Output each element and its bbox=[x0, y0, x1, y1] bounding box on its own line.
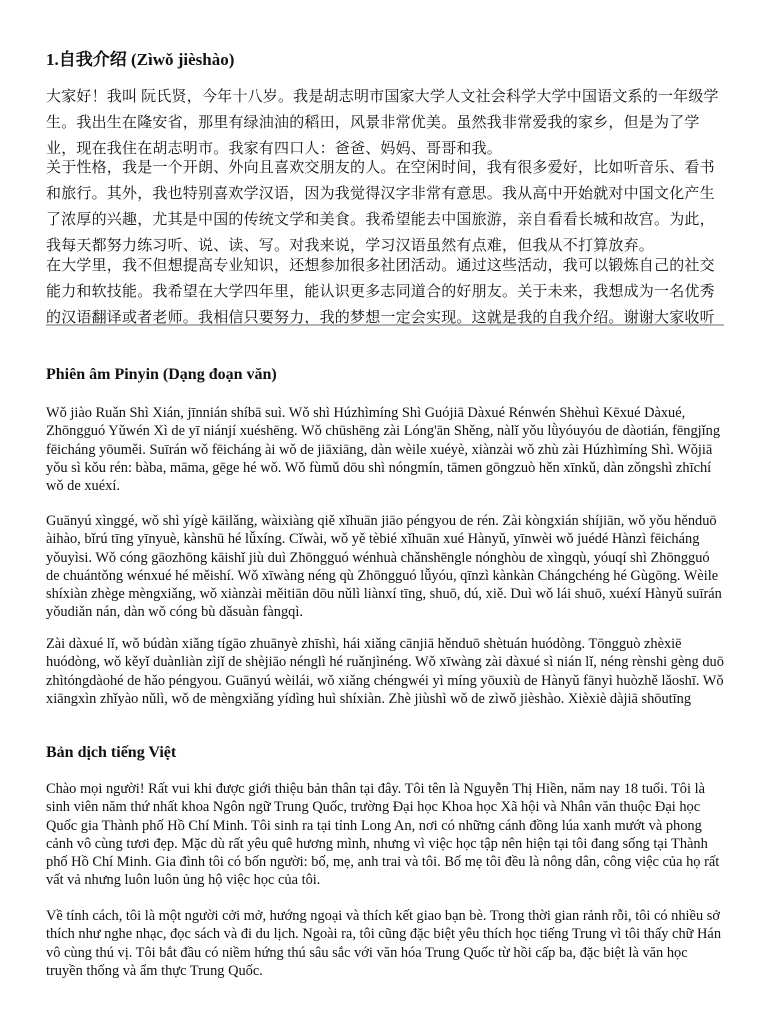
vietnamese-paragraph: Về tính cách, tôi là một người cởi mở, hướng ngoại và thích kết giao bạn bè. Trong thời gian rảnh rỗi, tôi có nhiều sở thích như nghe nhạc, đọc sách và đi du lịch. Ngoài ra, tôi cũng đặc biệt yêu thích học tiếng Trung vì tôi thấy chữ Hán vô cùng thú vị. Tôi bắt đầu có niềm hứng thú sâu sắc với văn hóa Trung Quốc từ hồi cấp ba, đặc biệt là văn học truyền thống và ẩm thực Trung Quốc. bbox=[46, 908, 722, 979]
chinese-paragraph: 在大学里，我不但想提高专业知识，还想参加很多社团活动。通过这些活动，我可以锻炼自己的社交能力和软技能。我希望在大学四年里，能认识更多志同道合的好朋友。关于未来，我想成为一名优秀的汉语翻译或者老师。我相信只要努力，我的梦想一定会实现。这就是我的自我介绍。谢谢大家收听 bbox=[46, 258, 715, 326]
heading-cjk-title: 自我介绍 bbox=[58, 50, 127, 69]
heading-number: 1. bbox=[46, 50, 59, 69]
chinese-paragraph: 关于性格，我是一个开朗、外向且喜欢交朋友的人。在空闲时间，我有很多爱好，比如听音乐、看书和旅行。其外，我也特别喜欢学汉语，因为我觉得汉字非常有意思。我从高中开始就对中国文化产生了浓厚的兴趣，尤其是中国的传统文学和美食。我希望能去中国旅游，亲自看看长城和故宫。为此，我每天都努力练习听、说、读、写。对我来说，学习汉语虽然有点难，但我从不打算放弃。 bbox=[46, 160, 715, 254]
vietnamese-paragraph: Chào mọi người! Rất vui khi được giới thiệu bản thân tại đây. Tôi tên là Nguyễn Thị Hiền, năm nay 18 tuổi. Tôi là sinh viên năm thứ nhất khoa Ngôn ngữ Trung Quốc, trường Đại học Khoa học Xã hội và Nhân văn thuộc Đại học Quốc gia Thành phố Hồ Chí Minh. Tôi sinh ra tại tỉnh Long An, nơi có những cánh đồng lúa xanh mướt và phong cảnh vô cùng tươi đẹp. Mặc dù rất yêu quê hương mình, nhưng vì việc học tập nên hiện tại tôi đang sống tại Thành phố Hồ Chí Minh. Gia đình tôi có bốn người: bố, mẹ, anh trai và tôi. Bố mẹ tôi đều là nông dân, công việc của họ rất vất vả nhưng luôn luôn ủng hộ việc học của tôi. bbox=[46, 781, 720, 889]
heading-pinyin-title: (Zìwǒ jièshào) bbox=[131, 50, 235, 69]
vietnamese-heading: Bản dịch tiếng Việt bbox=[46, 744, 177, 761]
chinese-paragraph: 大家好！我叫 阮氏贤，今年十八岁。我是胡志明市国家大学人文社会科学大学中国语文系的一年级学生。我出生在隆安省，那里有绿油油的稻田，风景非常优美。虽然我非常爱我的家乡，但是为了学业，现在我住在胡志明市。我家有四口人：爸爸、妈妈、哥哥和我。 bbox=[46, 89, 719, 157]
section-heading bbox=[46, 45, 234, 70]
pinyin-paragraph: Zài dàxué lǐ, wǒ búdàn xiǎng tígāo zhuānyè zhīshì, hái xiǎng cānjiā hěnduō shètuán huódòng. Tōngguò zhèxiē huódòng, wǒ kěyǐ duànliàn zìjǐ de shèjiāo nénglì hé ruǎnjìnéng. Wǒ xīwàng zài dàxué sì nián lǐ, néng rènshi gèng duō zhìtóngdàohé de hǎo péngyou. Guānyú wèilái, wǒ xiǎng chéngwéi yì míng yōuxiù de Hànyǔ fānyì huòzhě lǎoshī. Wǒ xiāngxìn zhǐyào nǔlì, wǒ de mèngxiǎng yídìng huì shíxiàn. Zhè jiùshì wǒ de zìwǒ jièshào. Xièxiè dàjiā shōutīng bbox=[46, 636, 724, 707]
section-divider bbox=[46, 324, 724, 326]
pinyin-paragraph: Guānyú xìnggé, wǒ shì yígè kāilǎng, wàixiàng qiě xǐhuān jiāo péngyou de rén. Zài kòngxián shíjiān, wǒ yǒu hěnduō àihào, bǐrú tīng yīnyuè, kànshū hé lǚxíng. Cǐwài, wǒ yě tèbié xǐhuān xué Hànyǔ, yīnwèi wǒ juédé Hànzì fēicháng yǒuyìsi. Wǒ cóng gāozhōng kāishǐ jiù duì Zhōngguó wénhuà chǎnshēngle nónghòu de xìngqù, yóuqí shì Zhōngguó de chuántǒng wénxué hé měishí. Wǒ xīwàng néng qù Zhōngguó lǚyóu, qīnzì kànkàn Chángchéng hé Gùgōng. Wèile shíxiàn zhège mèngxiǎng, wǒ xiànzài měitiān dōu nǔlì liànxí tīng, shuō, dú, xiě. Duì wǒ lái shuō, xuéxí Hànyǔ suīrán yǒudiǎn nán, dàn wǒ cóng bù dǎsuàn fàngqì. bbox=[46, 513, 722, 621]
pinyin-heading: Phiên âm Pinyin (Dạng đoạn văn) bbox=[46, 366, 277, 383]
pinyin-paragraph: Wǒ jiào Ruǎn Shì Xián, jīnnián shíbā suì. Wǒ shì Húzhìmíng Shì Guójiā Dàxué Rénwén Shèhuì Kēxué Dàxué, Zhōngguó Yǔwén Xì de yī niánjí xuéshēng. Wǒ chūshēng zài Lóng'ān Shěng, nàlǐ yǒu lǜyóuyóu de dàotián, fēngjǐng fēicháng yōuměi. Suīrán wǒ fēicháng ài wǒ de jiāxiāng, dàn wèile xuéyè, xiànzài wǒ zhù zài Húzhìmíng Shì. Wǒjiā yǒu sì kǒu rén: bàba, māma, gēge hé wǒ. Wǒ fùmǔ dōu shì nóngmín, tāmen gōngzuò hěn xīnkǔ, dàn zǒngshì zhīchí wǒ de xuéxí. bbox=[46, 405, 721, 495]
